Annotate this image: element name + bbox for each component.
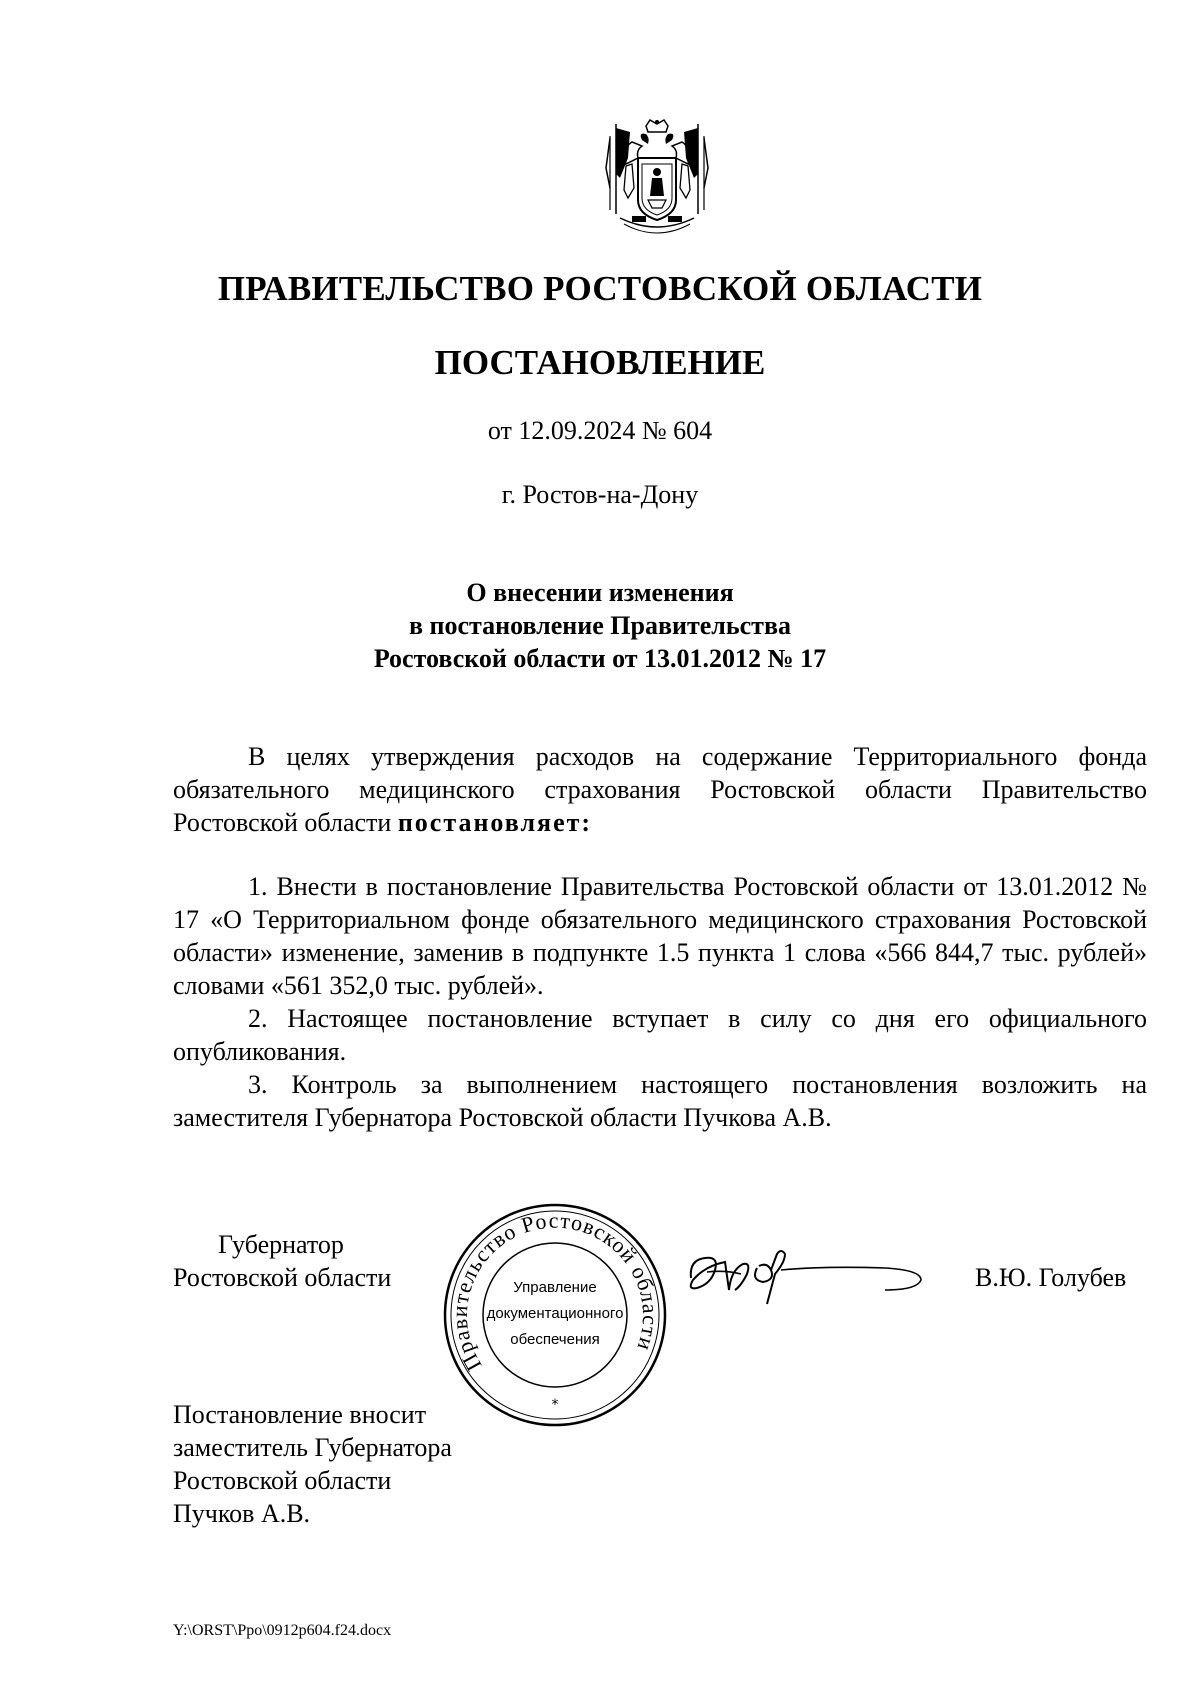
- subject-line: Ростовской области от 13.01.2012 № 17: [373, 644, 827, 673]
- document-subject: [0, 576, 1200, 675]
- organization-title: ПРАВИТЕЛЬСТВО РОСТОВСКОЙ ОБЛАСТИ: [217, 269, 983, 308]
- resolution-item: 1. Внести в постановление Правительства Ростовской области от 13.01.2012 № 17 «О Территориальном фонде обязательного медицинского страхования Ростовской области» изменение, заменив в подпункте 1.5 пункта 1 слова «566 844,7 тыс. рублей» словами «561 352,0 тыс. рублей».: [173, 872, 1147, 1000]
- preamble-emphasis: постановляет:: [397, 808, 593, 837]
- document-place: г. Ростов-на-Дону: [501, 480, 699, 509]
- signatory-name: В.Ю. Голубев: [975, 1263, 1127, 1292]
- introducer-line: заместитель Губернатора: [173, 1433, 452, 1462]
- signatory-position-line: Ростовской области: [173, 1263, 392, 1292]
- svg-text:*: *: [551, 1397, 559, 1413]
- subject-line: в постановление Правительства: [408, 611, 791, 640]
- seal-inner-line: обеспечения: [510, 1331, 600, 1348]
- official-seal: [440, 1200, 670, 1430]
- introducer-block: [173, 1398, 452, 1530]
- resolution-item: 2. Настоящее постановление вступает в силу со дня его официального опубликования.: [173, 1004, 1147, 1066]
- file-path-footer: Y:\ORST\Ppo\0912p604.f24.docx: [173, 1622, 392, 1639]
- seal-inner-line: Управление: [513, 1279, 597, 1296]
- resolution-items: [173, 870, 1147, 1134]
- coat-of-arms-emblem: [602, 118, 712, 240]
- introducer-line: Пучков А.В.: [173, 1499, 311, 1528]
- resolution-item: 3. Контроль за выполнением настоящего постановления возложить на заместителя Губернатора Ростовской области Пучкова А.В.: [173, 1070, 1147, 1132]
- subject-line: О внесении изменения: [466, 578, 734, 607]
- seal-outer-text: Правительство Ростовской области: [446, 1207, 664, 1376]
- seal-inner-line: документационного: [486, 1305, 624, 1322]
- document-type: ПОСТАНОВЛЕНИЕ: [434, 343, 766, 382]
- introducer-line: Ростовской области: [173, 1466, 392, 1495]
- signatory-position-line: Губернатор: [218, 1230, 344, 1259]
- document-date-number: от 12.09.2024 № 604: [487, 416, 713, 445]
- preamble-text: [173, 740, 1147, 839]
- handwritten-signature: [685, 1240, 930, 1310]
- preamble-paragraph: [173, 740, 1147, 839]
- signatory-position: [173, 1228, 391, 1294]
- preamble-body: В целях утверждения расходов на содержание Территориального фонда обязательного медицинского страхования Ростовской области Правительство Ростовской области: [173, 742, 1147, 837]
- introducer-line: Постановление вносит: [173, 1400, 427, 1429]
